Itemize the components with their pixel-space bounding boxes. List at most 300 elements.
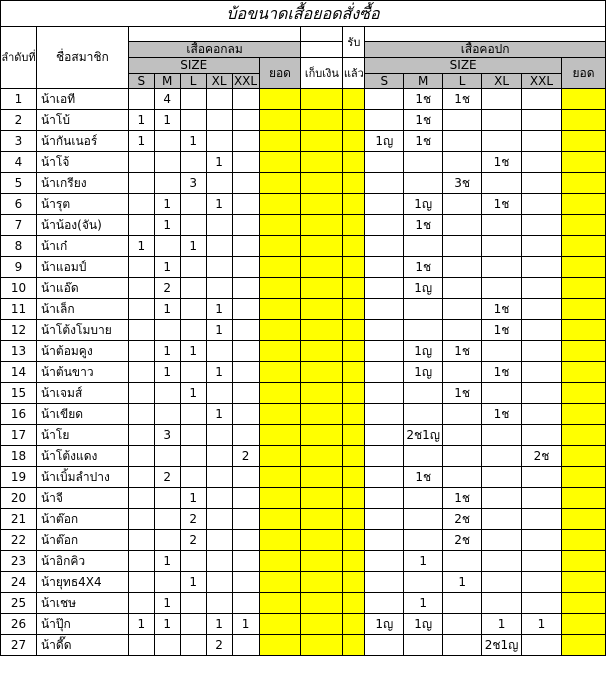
polo-total-cell [561, 509, 605, 530]
table-row [1, 488, 606, 509]
round-size-cell [128, 572, 154, 593]
polo-size-cell [522, 299, 562, 320]
table-row [1, 467, 606, 488]
polo-size-cell [365, 89, 404, 110]
polo-size-cell: 2ช [443, 530, 482, 551]
round-size-cell: 1 [154, 593, 180, 614]
received-cell [343, 194, 365, 215]
round-size-cell: 2 [154, 278, 180, 299]
polo-size-cell [443, 299, 482, 320]
size-round-m: M [154, 74, 180, 89]
member-name: น้าโต้งโมบาย [36, 320, 128, 341]
received-cell [343, 635, 365, 656]
polo-size-cell: 1ช [443, 89, 482, 110]
round-size-cell [128, 320, 154, 341]
polo-size-cell [365, 404, 404, 425]
polo-size-cell: 1ช [482, 404, 522, 425]
round-size-cell: 1 [154, 341, 180, 362]
paid-cell [301, 194, 343, 215]
polo-total-cell [561, 362, 605, 383]
polo-size-cell [365, 446, 404, 467]
polo-size-cell [365, 320, 404, 341]
round-size-cell: 2 [154, 467, 180, 488]
size-polo-l: L [443, 74, 482, 89]
table-row [1, 425, 606, 446]
header-total-polo: ยอด [561, 58, 605, 89]
round-size-cell [154, 404, 180, 425]
received-cell [343, 215, 365, 236]
header-member: ชื่อสมาชิก [36, 27, 128, 89]
round-size-cell [154, 635, 180, 656]
received-cell [343, 425, 365, 446]
round-size-cell [206, 530, 232, 551]
polo-size-cell [365, 341, 404, 362]
size-polo-xxl: XXL [522, 74, 562, 89]
round-size-cell [232, 257, 259, 278]
polo-size-cell [482, 488, 522, 509]
round-size-cell [128, 299, 154, 320]
received-cell [343, 509, 365, 530]
round-size-cell [128, 593, 154, 614]
polo-size-cell [482, 425, 522, 446]
polo-size-cell [365, 194, 404, 215]
polo-size-cell [482, 446, 522, 467]
polo-size-cell [365, 257, 404, 278]
polo-size-cell [365, 152, 404, 173]
round-size-cell [128, 635, 154, 656]
received-cell [343, 404, 365, 425]
round-total-cell [259, 152, 301, 173]
row-number: 23 [1, 551, 37, 572]
member-name: น้าแอมป์ [36, 257, 128, 278]
header-paid: เก็บเงิน [301, 58, 343, 89]
polo-size-cell [365, 236, 404, 257]
round-size-cell [232, 530, 259, 551]
round-size-cell [232, 362, 259, 383]
polo-size-cell [443, 425, 482, 446]
round-total-cell [259, 362, 301, 383]
round-total-cell [259, 257, 301, 278]
member-name: น้าต้นขาว [36, 362, 128, 383]
polo-size-cell [365, 425, 404, 446]
round-size-cell [232, 572, 259, 593]
received-cell [343, 236, 365, 257]
polo-size-cell [365, 110, 404, 131]
round-size-cell: 1 [206, 362, 232, 383]
polo-total-cell [561, 425, 605, 446]
table-row [1, 194, 606, 215]
round-size-cell [128, 509, 154, 530]
round-size-cell: 1 [154, 257, 180, 278]
round-size-cell [128, 362, 154, 383]
round-size-cell [232, 173, 259, 194]
round-total-cell [259, 446, 301, 467]
polo-size-cell: 2ช1ญ [482, 635, 522, 656]
polo-size-cell [482, 467, 522, 488]
table-row [1, 404, 606, 425]
polo-size-cell [522, 572, 562, 593]
title-row [1, 1, 606, 27]
polo-size-cell [522, 635, 562, 656]
received-cell [343, 173, 365, 194]
round-size-cell [128, 194, 154, 215]
round-size-cell [128, 404, 154, 425]
polo-total-cell [561, 131, 605, 152]
table-row [1, 236, 606, 257]
polo-size-cell: 1ช [404, 257, 443, 278]
row-number: 26 [1, 614, 37, 635]
paid-cell [301, 89, 343, 110]
member-name: น้าเก๋ [36, 236, 128, 257]
header-polo-collar: เสื้อคอปก [365, 42, 606, 58]
header-total-round: ยอด [259, 58, 301, 89]
table-row [1, 551, 606, 572]
polo-size-cell [365, 635, 404, 656]
polo-size-cell [522, 173, 562, 194]
round-size-cell: 1 [232, 614, 259, 635]
member-name: น้าดี๊ด [36, 635, 128, 656]
polo-size-cell [443, 446, 482, 467]
polo-size-cell [404, 446, 443, 467]
round-size-cell [128, 467, 154, 488]
polo-size-cell [365, 509, 404, 530]
polo-size-cell [365, 572, 404, 593]
polo-size-cell: 2ช [522, 446, 562, 467]
header-received-top [343, 27, 365, 58]
polo-size-cell [522, 152, 562, 173]
table-row [1, 635, 606, 656]
polo-total-cell [561, 173, 605, 194]
round-total-cell [259, 278, 301, 299]
member-name: น้าอิกคิว [36, 551, 128, 572]
member-name: น้าต๊อก [36, 530, 128, 551]
table-row [1, 173, 606, 194]
polo-size-cell [522, 362, 562, 383]
table-row [1, 278, 606, 299]
member-name: น้าเขียด [36, 404, 128, 425]
round-size-cell [232, 593, 259, 614]
received-cell [343, 446, 365, 467]
table-row [1, 341, 606, 362]
polo-size-cell [404, 173, 443, 194]
round-size-cell [232, 299, 259, 320]
round-size-cell: 1 [128, 236, 154, 257]
row-number: 22 [1, 530, 37, 551]
polo-size-cell: 1 [522, 614, 562, 635]
polo-size-cell [443, 236, 482, 257]
round-size-cell: 1 [154, 110, 180, 131]
round-total-cell [259, 467, 301, 488]
polo-size-cell [522, 215, 562, 236]
round-total-cell [259, 530, 301, 551]
paid-cell [301, 257, 343, 278]
member-name: น้าโต้งแดง [36, 446, 128, 467]
round-size-cell: 1 [180, 488, 206, 509]
member-name: น้าเอที [36, 89, 128, 110]
table-row [1, 215, 606, 236]
round-size-cell: 1 [154, 551, 180, 572]
row-number: 6 [1, 194, 37, 215]
sheet-body [1, 1, 606, 656]
polo-size-cell: 2ช1ญ [404, 425, 443, 446]
polo-size-cell: 1ช [404, 131, 443, 152]
paid-cell [301, 635, 343, 656]
round-size-cell: 2 [180, 509, 206, 530]
polo-size-cell: 1ช [482, 152, 522, 173]
size-polo-s: S [365, 74, 404, 89]
polo-size-cell: 1ญ [404, 278, 443, 299]
table-row [1, 383, 606, 404]
round-size-cell [154, 131, 180, 152]
polo-size-cell [482, 530, 522, 551]
polo-size-cell [365, 299, 404, 320]
round-total-cell [259, 194, 301, 215]
round-size-cell: 1 [206, 404, 232, 425]
round-size-cell [206, 278, 232, 299]
round-total-cell [259, 341, 301, 362]
polo-size-cell [522, 383, 562, 404]
round-size-cell [180, 362, 206, 383]
round-size-cell [232, 383, 259, 404]
round-size-cell: 1 [206, 320, 232, 341]
row-number: 13 [1, 341, 37, 362]
round-size-cell [128, 257, 154, 278]
round-total-cell [259, 299, 301, 320]
paid-cell [301, 488, 343, 509]
round-size-cell [206, 131, 232, 152]
round-size-cell [180, 635, 206, 656]
polo-size-cell [443, 404, 482, 425]
polo-size-cell [482, 572, 522, 593]
table-row [1, 257, 606, 278]
round-size-cell [206, 572, 232, 593]
received-cell [343, 131, 365, 152]
table-row [1, 446, 606, 467]
table-row [1, 530, 606, 551]
round-total-cell [259, 131, 301, 152]
round-size-cell [128, 383, 154, 404]
row-number: 25 [1, 593, 37, 614]
round-size-cell [206, 383, 232, 404]
round-size-cell [206, 425, 232, 446]
round-size-cell [154, 173, 180, 194]
row-number: 19 [1, 467, 37, 488]
round-size-cell: 1 [128, 110, 154, 131]
polo-size-cell [522, 89, 562, 110]
round-size-cell [128, 488, 154, 509]
round-size-cell [154, 383, 180, 404]
polo-total-cell [561, 320, 605, 341]
round-size-cell: 1 [154, 362, 180, 383]
table-row [1, 362, 606, 383]
round-size-cell [206, 488, 232, 509]
round-size-cell [232, 551, 259, 572]
polo-size-cell: 1ช [443, 341, 482, 362]
row-number: 12 [1, 320, 37, 341]
size-polo-xl: XL [482, 74, 522, 89]
round-size-cell [232, 341, 259, 362]
round-size-cell [128, 278, 154, 299]
table-row [1, 593, 606, 614]
polo-size-cell [404, 488, 443, 509]
round-size-cell [154, 488, 180, 509]
polo-total-cell [561, 530, 605, 551]
header-round-collar: เสื้อคอกลม [128, 42, 301, 58]
sheet-title: บ้อขนาดเสื้อยอดสั่งซื้อ [1, 1, 606, 27]
round-size-cell [232, 194, 259, 215]
paid-cell [301, 614, 343, 635]
table-row [1, 572, 606, 593]
round-size-cell [128, 152, 154, 173]
round-size-cell [180, 425, 206, 446]
round-size-cell [206, 173, 232, 194]
polo-size-cell [522, 194, 562, 215]
polo-size-cell [404, 236, 443, 257]
paid-cell [301, 446, 343, 467]
received-cell [343, 257, 365, 278]
polo-size-cell: 1ช [404, 467, 443, 488]
polo-size-cell [482, 278, 522, 299]
round-size-cell [128, 446, 154, 467]
received-top-text: รับ [347, 35, 361, 49]
round-size-cell: 1 [154, 614, 180, 635]
polo-size-cell [522, 320, 562, 341]
paid-cell [301, 551, 343, 572]
polo-total-cell [561, 635, 605, 656]
paid-cell [301, 278, 343, 299]
row-number: 1 [1, 89, 37, 110]
round-size-cell [232, 404, 259, 425]
polo-size-cell [522, 467, 562, 488]
header-blank-right [365, 27, 606, 42]
round-size-cell [232, 236, 259, 257]
polo-size-cell: 1ช [404, 89, 443, 110]
polo-total-cell [561, 215, 605, 236]
round-size-cell: 1 [206, 614, 232, 635]
polo-size-cell [482, 551, 522, 572]
polo-total-cell [561, 383, 605, 404]
round-total-cell [259, 383, 301, 404]
polo-size-cell [365, 362, 404, 383]
polo-size-cell [365, 593, 404, 614]
polo-size-cell: 2ช [443, 509, 482, 530]
row-number: 9 [1, 257, 37, 278]
header-received: แล้ว [343, 58, 365, 89]
round-size-cell [180, 320, 206, 341]
round-size-cell [180, 152, 206, 173]
polo-total-cell [561, 152, 605, 173]
round-total-cell [259, 215, 301, 236]
row-number: 4 [1, 152, 37, 173]
member-name: น้ายุทธ4X4 [36, 572, 128, 593]
round-size-cell: 2 [232, 446, 259, 467]
paid-cell [301, 236, 343, 257]
paid-cell [301, 215, 343, 236]
paid-cell [301, 110, 343, 131]
round-total-cell [259, 572, 301, 593]
received-cell [343, 593, 365, 614]
round-size-cell [232, 635, 259, 656]
round-size-cell [180, 404, 206, 425]
round-size-cell: 1 [180, 572, 206, 593]
round-size-cell [180, 467, 206, 488]
round-size-cell: 1 [154, 215, 180, 236]
polo-size-cell [365, 215, 404, 236]
polo-total-cell [561, 278, 605, 299]
round-size-cell [232, 278, 259, 299]
round-size-cell: 1 [206, 299, 232, 320]
round-size-cell: 2 [206, 635, 232, 656]
member-name: น้าเล็ก [36, 299, 128, 320]
received-cell [343, 110, 365, 131]
round-total-cell [259, 320, 301, 341]
round-size-cell [206, 110, 232, 131]
polo-size-cell [404, 152, 443, 173]
member-name: น้าโย [36, 425, 128, 446]
round-total-cell [259, 614, 301, 635]
round-size-cell [180, 257, 206, 278]
round-size-cell: 3 [180, 173, 206, 194]
round-size-cell [206, 551, 232, 572]
header-no: ลำดับที่ [1, 27, 37, 89]
round-total-cell [259, 110, 301, 131]
polo-size-cell [482, 383, 522, 404]
polo-size-cell [443, 257, 482, 278]
polo-size-cell [443, 215, 482, 236]
polo-size-cell [522, 509, 562, 530]
received-cell [343, 488, 365, 509]
polo-size-cell [482, 236, 522, 257]
round-size-cell [232, 131, 259, 152]
polo-size-cell: 1 [443, 572, 482, 593]
polo-size-cell: 1ช [482, 194, 522, 215]
round-size-cell [154, 320, 180, 341]
round-total-cell [259, 488, 301, 509]
polo-size-cell: 1ช [443, 383, 482, 404]
row-number: 8 [1, 236, 37, 257]
round-size-cell [206, 341, 232, 362]
table-row [1, 152, 606, 173]
received-cell [343, 530, 365, 551]
polo-size-cell: 3ช [443, 173, 482, 194]
round-size-cell [206, 89, 232, 110]
polo-total-cell [561, 89, 605, 110]
round-size-cell: 1 [180, 236, 206, 257]
polo-size-cell [443, 110, 482, 131]
round-size-cell [232, 509, 259, 530]
size-round-xxl: XXL [233, 73, 258, 88]
round-size-cell [180, 299, 206, 320]
member-name: น้าน้อง(จัน) [36, 215, 128, 236]
round-size-cell [180, 446, 206, 467]
round-size-cell [206, 593, 232, 614]
round-size-cell [128, 215, 154, 236]
polo-size-cell [482, 173, 522, 194]
polo-size-cell [365, 383, 404, 404]
polo-size-cell [443, 278, 482, 299]
row-number: 21 [1, 509, 37, 530]
round-total-cell [259, 635, 301, 656]
member-name: น้าเกรียง [36, 173, 128, 194]
size-round-s: S [128, 74, 154, 89]
received-cell [343, 383, 365, 404]
round-size-cell [154, 572, 180, 593]
polo-size-cell [522, 110, 562, 131]
round-size-cell: 1 [180, 131, 206, 152]
polo-total-cell [561, 572, 605, 593]
polo-size-cell [482, 593, 522, 614]
round-size-cell [232, 488, 259, 509]
